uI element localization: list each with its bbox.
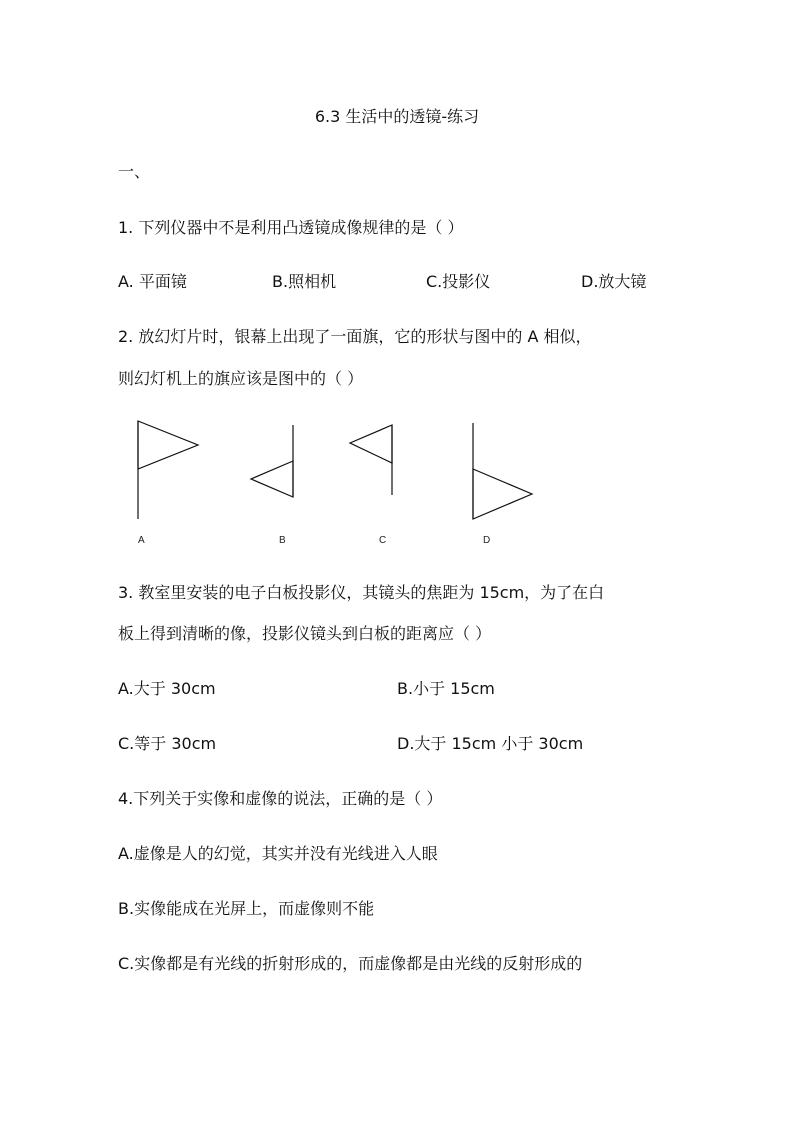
question-3-option-c: C.等于 30cm	[118, 734, 217, 753]
flag-d-shape	[473, 423, 532, 519]
flag-c-shape	[350, 425, 392, 495]
question-3-stem-line-1: 3. 教室里安装的电子白板投影仪，其镜头的焦距为 15cm，为了在白	[118, 583, 605, 602]
question-2-stem-line-2: 则幻灯机上的旗应该是图中的（ ）	[118, 369, 364, 388]
flag-c-label: C	[379, 535, 387, 546]
question-4-option-a: A.虚像是人的幻觉，其实并没有光线进入人眼	[118, 844, 438, 863]
question-1-option-b: B.照相机	[272, 272, 337, 291]
section-heading: 一、	[118, 162, 151, 181]
question-3-stem-line-2: 板上得到清晰的像，投影仪镜头到白板的距离应（ ）	[118, 624, 492, 643]
flag-b-label: B	[279, 535, 286, 546]
flag-figure	[118, 415, 558, 555]
question-3-option-b: B.小于 15cm	[397, 679, 495, 698]
flag-diagram	[118, 415, 558, 555]
question-3-option-a: A.大于 30cm	[118, 679, 216, 698]
flag-a-shape	[138, 421, 198, 519]
flag-d-label: D	[483, 535, 491, 546]
question-1-option-d: D.放大镜	[581, 272, 647, 291]
question-4-option-b: B.实像能成在光屏上，而虚像则不能	[118, 899, 375, 918]
question-4-option-c: C.实像都是有光线的折射形成的，而虚像都是由光线的反射形成的	[118, 954, 583, 973]
question-1-stem: 1. 下列仪器中不是利用凸透镜成像规律的是（ ）	[118, 218, 464, 237]
question-1-option-a: A. 平面镜	[118, 272, 187, 291]
page-title: 6.3 生活中的透镜-练习	[314, 107, 480, 126]
question-3-option-d: D.大于 15cm 小于 30cm	[397, 734, 584, 753]
question-2-stem-line-1: 2. 放幻灯片时，银幕上出现了一面旗，它的形状与图中的 A 相似，	[118, 327, 592, 346]
flag-a-label: A	[138, 535, 145, 546]
question-4-stem: 4.下列关于实像和虚像的说法，正确的是（ ）	[118, 789, 443, 808]
question-1-option-c: C.投影仪	[426, 272, 491, 291]
flag-b-shape	[251, 425, 293, 497]
